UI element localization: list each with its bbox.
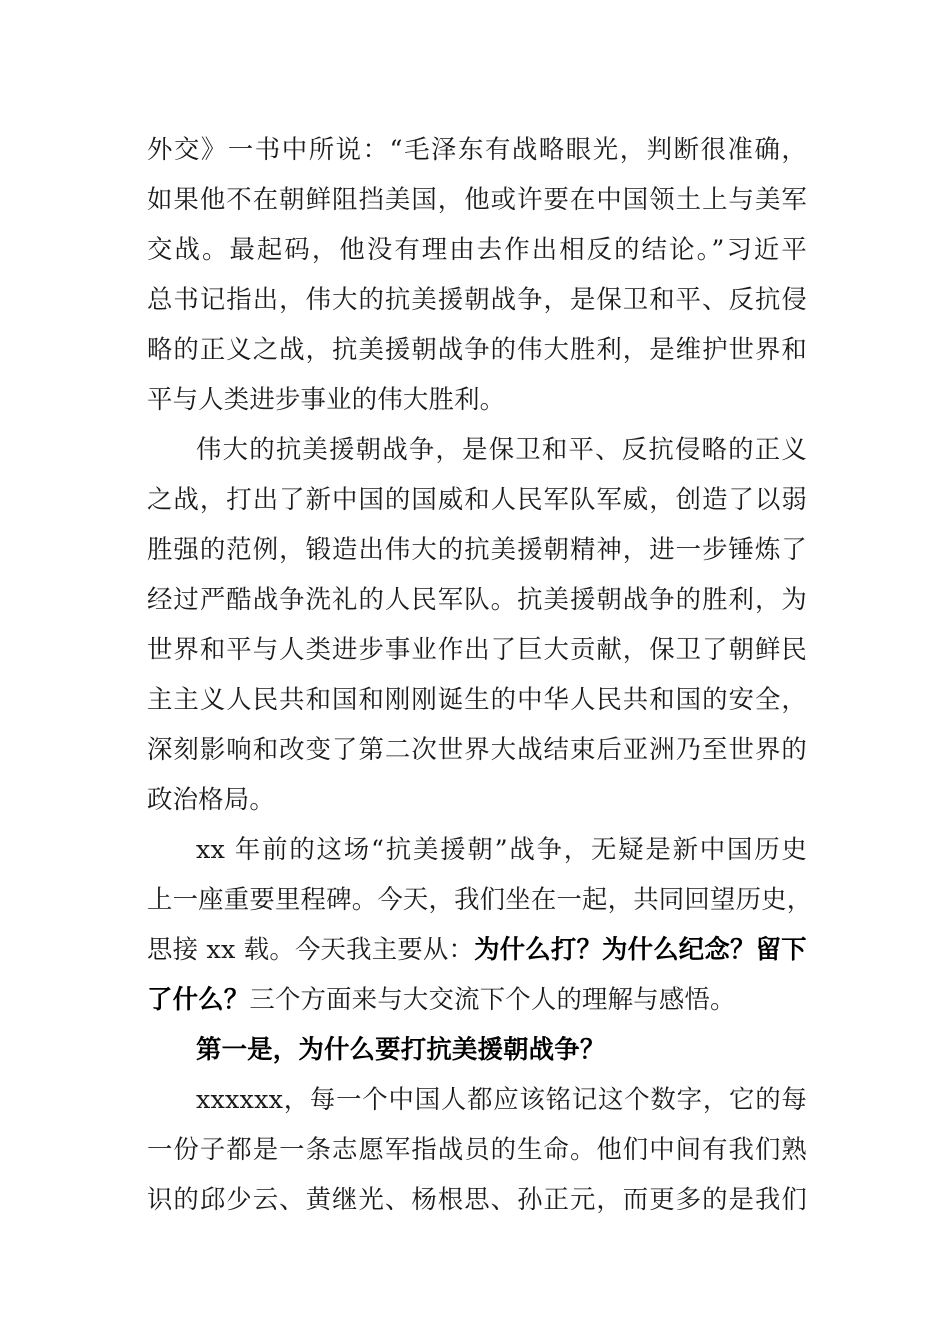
text-line: 世界和平与人类进步事业作出了巨大贡献，保卫了朝鲜民 (147, 634, 807, 664)
text-line: 深刻影响和改变了第二次世界大战结束后亚洲乃至世界的 (147, 734, 807, 764)
text-line: 识的邱少云、黄继光、杨根思、孙正元，而更多的是我们 (147, 1184, 807, 1214)
text-line (147, 979, 807, 1019)
text-line: 经过严酷战争洗礼的人民军队。抗美援朝战争的胜利，为 (147, 584, 807, 614)
text-span: 思接 xx 载。今天我主要从： (147, 934, 475, 964)
bold-text-span: 为什么打？为什么纪念？留下 (474, 934, 807, 964)
text-line: 主主义人民共和国和刚刚诞生的中华人民共和国的安全， (147, 684, 807, 714)
paragraph-first-line: xx 年前的这场“抗美援朝”战争，无疑是新中国历史 (196, 834, 807, 864)
text-line: 略的正义之战，抗美援朝战争的伟大胜利，是维护世界和 (147, 334, 807, 364)
section-heading: 第一是，为什么要打抗美援朝战争？ (196, 1034, 606, 1064)
text-line: 上一座重要里程碑。今天，我们坐在一起，共同回望历史， (147, 884, 813, 914)
bold-text-span: 了什么？ (147, 984, 250, 1014)
text-line: 如果他不在朝鲜阻挡美国，他或许要在中国领土上与美军 (147, 184, 807, 214)
text-line: 胜强的范例，锻造出伟大的抗美援朝精神，进一步锤炼了 (147, 534, 807, 564)
text-line: 政治格局。 (147, 784, 275, 814)
text-line (147, 929, 807, 969)
text-line: 外交》一书中所说：“毛泽东有战略眼光，判断很准确， (147, 134, 807, 164)
text-line: 平与人类进步事业的伟大胜利。 (147, 384, 506, 414)
paragraph-first-line: 伟大的抗美援朝战争，是保卫和平、反抗侵略的正义 (196, 434, 807, 464)
paragraph-first-line: xxxxxx，每一个中国人都应该铭记这个数字，它的每 (196, 1084, 807, 1114)
text-span: 三个方面来与大交流下个人的理解与感悟。 (249, 984, 736, 1014)
text-line: 总书记指出，伟大的抗美援朝战争，是保卫和平、反抗侵 (147, 284, 807, 314)
text-line: 之战，打出了新中国的国威和人民军队军威，创造了以弱 (147, 484, 807, 514)
text-line: 一份子都是一条志愿军指战员的生命。他们中间有我们熟 (147, 1134, 807, 1164)
text-line: 交战。最起码，他没有理由去作出相反的结论。”习近平 (147, 234, 807, 264)
